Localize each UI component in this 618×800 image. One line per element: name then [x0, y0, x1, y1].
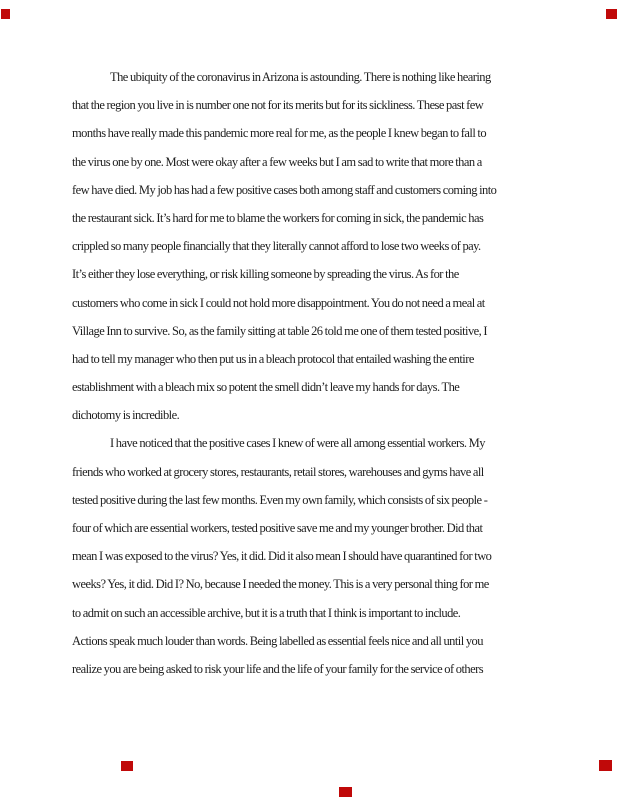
- text-line: Village Inn to survive. So, as the family sitting at table 26 told me one of them tested positive, I: [72, 323, 488, 338]
- text-line: I have noticed that the positive cases I knew of were all among essential workers. My: [110, 436, 485, 451]
- text-line: Actions speak much louder than words. Being labelled as essential feels nice and all until you: [72, 633, 483, 648]
- red-marker: [339, 787, 352, 797]
- text-line: friends who worked at grocery stores, restaurants, retail stores, warehouses and gyms have all: [72, 464, 484, 479]
- text-line: the virus one by one. Most were okay after a few weeks but I am sad to write that more than a: [72, 154, 482, 169]
- text-line: few have died. My job has had a few positive cases both among staff and customers coming into: [72, 182, 497, 197]
- red-marker: [121, 761, 133, 771]
- text-line: realize you are being asked to risk your life and the life of your family for the service of others: [72, 661, 484, 676]
- text-line: tested positive during the last few months. Even my own family, which consists of six people -: [72, 492, 488, 507]
- red-marker: [1, 9, 10, 19]
- text-line: months have really made this pandemic more real for me, as the people I knew began to fall to: [72, 126, 487, 141]
- essay-text-block: [72, 63, 548, 683]
- text-line: It’s either they lose everything, or risk killing someone by spreading the virus. As for the: [72, 267, 459, 282]
- text-line: the restaurant sick. It’s hard for me to blame the workers for coming in sick, the pandemic has: [72, 210, 484, 225]
- text-line: that the region you live in is number one not for its merits but for its sickliness. These past few: [72, 98, 484, 113]
- text-line: The ubiquity of the coronavirus in Arizona is astounding. There is nothing like hearing: [110, 70, 491, 84]
- red-marker: [606, 9, 617, 19]
- text-line: to admit on such an accessible archive, but it is a truth that I think is important to include.: [72, 605, 461, 620]
- text-line: dichotomy is incredible.: [72, 408, 180, 423]
- text-line: four of which are essential workers, tested positive save me and my younger brother. Did that: [72, 521, 483, 535]
- text-line: weeks? Yes, it did. Did I? No, because I needed the money. This is a very personal thing for me: [72, 577, 489, 592]
- text-line: mean I was exposed to the virus? Yes, it did. Did it also mean I should have quarantined for two: [72, 549, 492, 564]
- text-line: had to tell my manager who then put us in a bleach protocol that entailed washing the entire: [72, 351, 474, 366]
- text-line: customers who come in sick I could not hold more disappointment. You do not need a meal at: [72, 295, 485, 310]
- text-line: crippled so many people financially that they literally cannot afford to lose two weeks of pay.: [72, 239, 481, 254]
- red-marker: [599, 760, 612, 771]
- text-line: establishment with a bleach mix so potent the smell didn’t leave my hands for days. The: [72, 380, 460, 395]
